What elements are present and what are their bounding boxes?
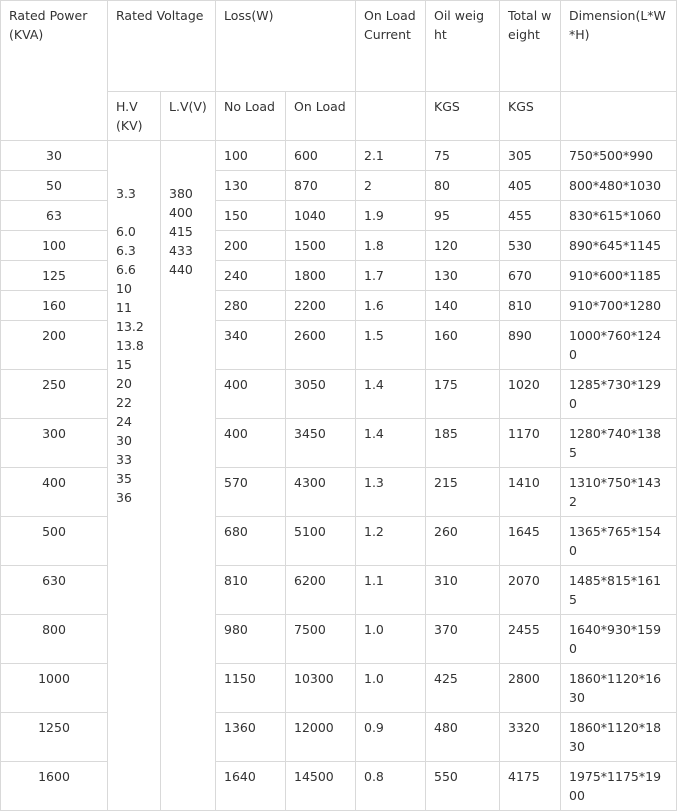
total-weight-cell: 3320 [500,713,561,762]
dimension-cell: 830*615*1060 [561,201,677,231]
current-cell: 0.8 [356,762,426,811]
table-row [1,171,677,201]
current-cell: 1.1 [356,566,426,615]
power-cell: 1600 [1,762,108,811]
no-load-cell: 1640 [216,762,286,811]
current-cell: 1.8 [356,231,426,261]
table-row [1,664,677,713]
no-load-cell: 130 [216,171,286,201]
total-weight-cell: 4175 [500,762,561,811]
no-load-cell: 100 [216,141,286,171]
on-load-cell: 1500 [286,231,356,261]
power-cell: 630 [1,566,108,615]
dimension-cell: 910*700*1280 [561,291,677,321]
oil-weight-cell: 480 [426,713,500,762]
on-load-cell: 2600 [286,321,356,370]
current-cell: 1.9 [356,201,426,231]
dimension-cell: 1310*750*1432 [561,468,677,517]
on-load-cell: 6200 [286,566,356,615]
on-load-cell: 870 [286,171,356,201]
dimension-cell: 1365*765*1540 [561,517,677,566]
power-cell: 50 [1,171,108,201]
dimension-cell: 1285*730*1290 [561,370,677,419]
on-load-cell: 1040 [286,201,356,231]
total-weight-cell: 670 [500,261,561,291]
dimension-cell: 1485*815*1615 [561,566,677,615]
current-cell: 1.3 [356,468,426,517]
table-row [1,762,677,811]
current-cell: 1.4 [356,370,426,419]
table-row [1,201,677,231]
total-weight-cell: 1645 [500,517,561,566]
oil-weight-cell: 310 [426,566,500,615]
on-load-cell: 7500 [286,615,356,664]
total-weight-cell: 305 [500,141,561,171]
table-row [1,141,677,171]
power-cell: 500 [1,517,108,566]
header-row-main [1,1,677,92]
no-load-cell: 280 [216,291,286,321]
total-weight-cell: 2070 [500,566,561,615]
no-load-cell: 200 [216,231,286,261]
table-row [1,231,677,261]
power-cell: 30 [1,141,108,171]
total-weight-cell: 1020 [500,370,561,419]
header-total-weight: Total weight [500,1,561,92]
power-cell: 1250 [1,713,108,762]
total-weight-cell: 890 [500,321,561,370]
power-cell: 63 [1,201,108,231]
header-rated-power: Rated Power(KVA) [1,1,108,141]
header-total-unit: KGS [500,92,561,141]
on-load-cell: 2200 [286,291,356,321]
header-oil-weight: Oil weight [426,1,500,92]
oil-weight-cell: 160 [426,321,500,370]
power-cell: 300 [1,419,108,468]
table-row [1,419,677,468]
header-hv: H.V (KV) [108,92,161,141]
no-load-cell: 1150 [216,664,286,713]
no-load-cell: 810 [216,566,286,615]
total-weight-cell: 530 [500,231,561,261]
on-load-cell: 1800 [286,261,356,291]
total-weight-cell: 2455 [500,615,561,664]
hv-values-cell: 3.3 6.0 6.3 6.6 10 11 13.2 13.8 15 20 22 24 30 33 35 36 [108,141,161,811]
table-row [1,321,677,370]
no-load-cell: 400 [216,370,286,419]
header-on-load: On Load [286,92,356,141]
on-load-cell: 3050 [286,370,356,419]
table-row [1,468,677,517]
no-load-cell: 980 [216,615,286,664]
power-cell: 1000 [1,664,108,713]
current-cell: 1.4 [356,419,426,468]
table-row [1,370,677,419]
power-cell: 800 [1,615,108,664]
table-row [1,615,677,664]
current-cell: 1.5 [356,321,426,370]
on-load-cell: 10300 [286,664,356,713]
oil-weight-cell: 550 [426,762,500,811]
no-load-cell: 150 [216,201,286,231]
header-dimension-unit [561,92,677,141]
oil-weight-cell: 260 [426,517,500,566]
oil-weight-cell: 215 [426,468,500,517]
table-row [1,261,677,291]
oil-weight-cell: 185 [426,419,500,468]
dimension-cell: 1860*1120*1830 [561,713,677,762]
table-row [1,517,677,566]
power-cell: 160 [1,291,108,321]
no-load-cell: 680 [216,517,286,566]
on-load-cell: 12000 [286,713,356,762]
current-cell: 2 [356,171,426,201]
power-cell: 400 [1,468,108,517]
total-weight-cell: 810 [500,291,561,321]
dimension-cell: 1280*740*1385 [561,419,677,468]
oil-weight-cell: 120 [426,231,500,261]
oil-weight-cell: 425 [426,664,500,713]
current-cell: 1.7 [356,261,426,291]
header-oil-unit: KGS [426,92,500,141]
on-load-cell: 600 [286,141,356,171]
on-load-cell: 4300 [286,468,356,517]
no-load-cell: 240 [216,261,286,291]
total-weight-cell: 1410 [500,468,561,517]
oil-weight-cell: 175 [426,370,500,419]
header-dimension: Dimension(L*W*H) [561,1,677,92]
table-row [1,291,677,321]
current-cell: 1.0 [356,615,426,664]
total-weight-cell: 1170 [500,419,561,468]
dimension-cell: 1860*1120*1630 [561,664,677,713]
dimension-cell: 910*600*1185 [561,261,677,291]
on-load-cell: 14500 [286,762,356,811]
header-no-load: No Load [216,92,286,141]
table-row [1,713,677,762]
header-lv: L.V(V) [161,92,216,141]
power-cell: 125 [1,261,108,291]
on-load-cell: 3450 [286,419,356,468]
oil-weight-cell: 370 [426,615,500,664]
dimension-cell: 1640*930*1590 [561,615,677,664]
power-cell: 250 [1,370,108,419]
total-weight-cell: 2800 [500,664,561,713]
dimension-cell: 890*645*1145 [561,231,677,261]
dimension-cell: 1000*760*1240 [561,321,677,370]
current-cell: 0.9 [356,713,426,762]
no-load-cell: 570 [216,468,286,517]
oil-weight-cell: 95 [426,201,500,231]
header-current-unit [356,92,426,141]
dimension-cell: 750*500*990 [561,141,677,171]
power-cell: 100 [1,231,108,261]
dimension-cell: 800*480*1030 [561,171,677,201]
oil-weight-cell: 140 [426,291,500,321]
header-on-load-current: On Load Current [356,1,426,92]
current-cell: 2.1 [356,141,426,171]
header-loss: Loss(W) [216,1,356,92]
no-load-cell: 1360 [216,713,286,762]
table-row [1,566,677,615]
power-cell: 200 [1,321,108,370]
oil-weight-cell: 130 [426,261,500,291]
header-rated-voltage: Rated Voltage [108,1,216,92]
total-weight-cell: 405 [500,171,561,201]
no-load-cell: 340 [216,321,286,370]
total-weight-cell: 455 [500,201,561,231]
current-cell: 1.0 [356,664,426,713]
current-cell: 1.6 [356,291,426,321]
oil-weight-cell: 80 [426,171,500,201]
oil-weight-cell: 75 [426,141,500,171]
current-cell: 1.2 [356,517,426,566]
on-load-cell: 5100 [286,517,356,566]
lv-values-cell: 380 400 415 433 440 [161,141,216,811]
no-load-cell: 400 [216,419,286,468]
dimension-cell: 1975*1175*1900 [561,762,677,811]
